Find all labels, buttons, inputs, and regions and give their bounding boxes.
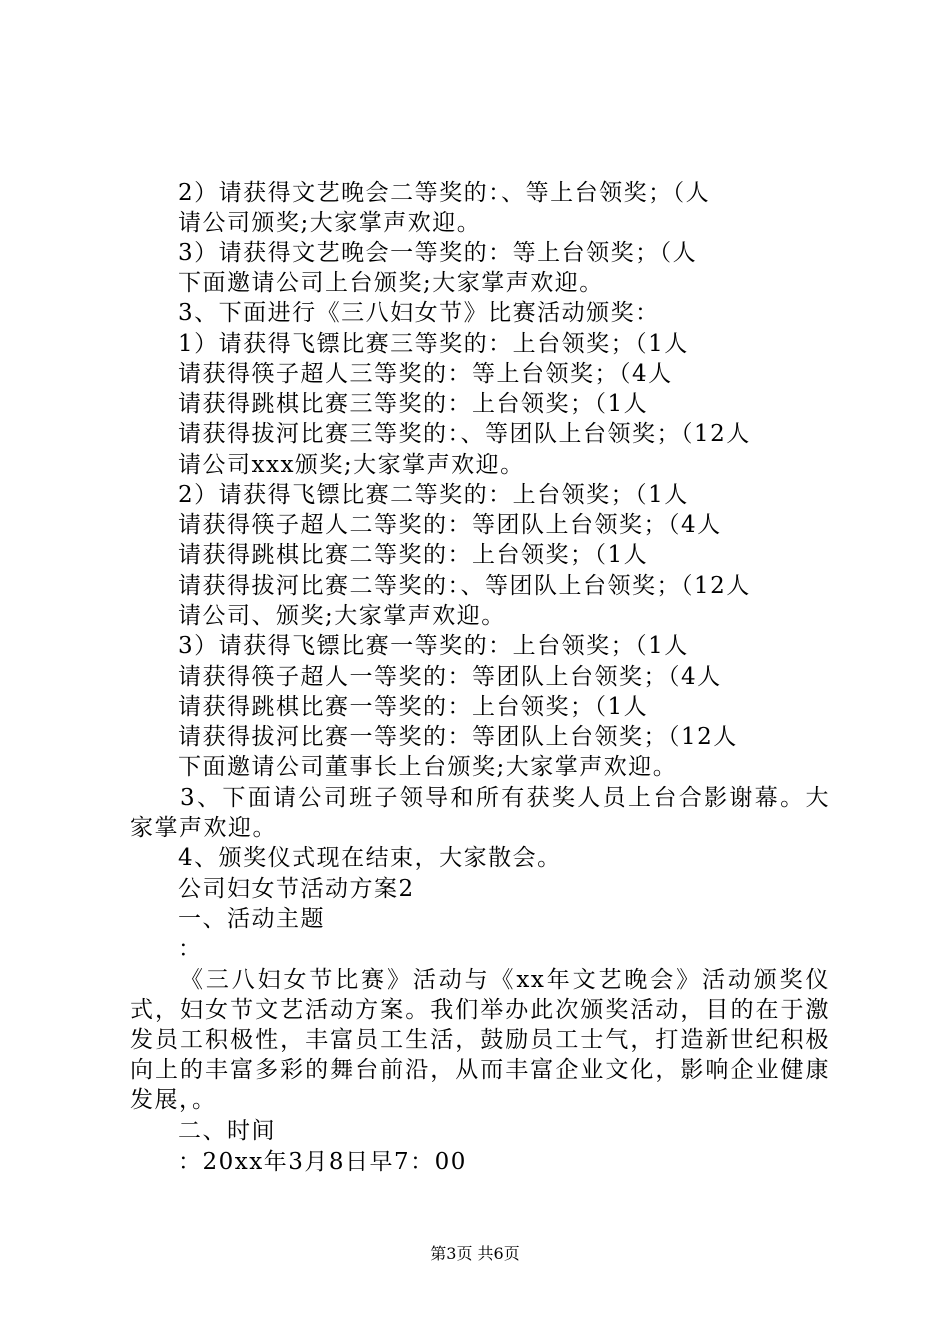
text-line: 请获得筷子超人二等奖的：等团队上台领奖；（4人 — [178, 512, 722, 538]
theme-paragraph — [130, 965, 830, 1115]
text-line: 下面邀请公司董事长上台颁奖;大家掌声欢迎。 — [178, 754, 678, 780]
text-line: 请公司、颁奖;大家掌声欢迎。 — [178, 603, 506, 629]
text-line: 2）请获得文艺晚会二等奖的：、等上台领奖；（人 — [178, 180, 711, 206]
text-line: 请公司颁奖;大家掌声欢迎。 — [178, 210, 482, 236]
section-title: 公司妇女节活动方案2 — [178, 876, 415, 902]
text-line: 请获得筷子超人三等奖的：等上台领奖；（4人 — [178, 361, 673, 387]
text-line: 4、颁奖仪式现在结束，大家散会。 — [178, 845, 562, 871]
text-line: 请获得拔河比赛一等奖的：等团队上台领奖；（12人 — [178, 724, 738, 750]
text-line: 请获得拔河比赛三等奖的：、等团队上台领奖；（12人 — [178, 421, 751, 447]
section-heading: 3、下面进行《三八妇女节》比赛活动颁奖： — [178, 300, 660, 326]
text-line: 请获得跳棋比赛二等奖的：上台领奖；（1人 — [178, 542, 649, 568]
text-line: 请获得跳棋比赛三等奖的：上台领奖；（1人 — [178, 391, 649, 417]
text-line: 2）请获得飞镖比赛二等奖的：上台领奖；（1人 — [178, 482, 689, 508]
section-heading: 二、时间 — [178, 1118, 276, 1144]
section-heading: 一、活动主题 — [178, 906, 325, 932]
closing-paragraph — [130, 783, 830, 843]
text-line: ：20xx年3月8日早7：00 — [178, 1149, 467, 1175]
closing-paragraph-text: 3、下面请公司班子领导和所有获奖人员上台合影谢幕。大家掌声欢迎。 — [130, 785, 830, 841]
text-line: 下面邀请公司上台颁奖;大家掌声欢迎。 — [178, 270, 604, 296]
text-line: 请公司xxx颁奖;大家掌声欢迎。 — [178, 452, 525, 478]
text-line: 3）请获得飞镖比赛一等奖的：上台领奖；（1人 — [178, 633, 689, 659]
page-footer: 第3页 共6页 — [430, 1244, 520, 1263]
text-line: 1）请获得飞镖比赛三等奖的：上台领奖；（1人 — [178, 331, 689, 357]
text-line: 请获得跳棋比赛一等奖的：上台领奖；（1人 — [178, 694, 649, 720]
theme-paragraph-text: 《三八妇女节比赛》活动与《xx年文艺晚会》活动颁奖仪式，妇女节文艺活动方案。我们举办此次颁奖活动，目的在于激发员工积极性，丰富员工生活，鼓励员工士气，打造新世纪积极向上的丰富多彩的舞台前沿，从而丰富企业文化，影响企业健康发展，。 — [130, 967, 830, 1113]
text-line: 请获得拔河比赛二等奖的：、等团队上台领奖；（12人 — [178, 573, 751, 599]
text-line: 3）请获得文艺晚会一等奖的：等上台领奖；（人 — [178, 240, 698, 266]
text-line: ： — [178, 936, 203, 962]
text-line: 请获得筷子超人一等奖的：等团队上台领奖；（4人 — [178, 664, 722, 690]
